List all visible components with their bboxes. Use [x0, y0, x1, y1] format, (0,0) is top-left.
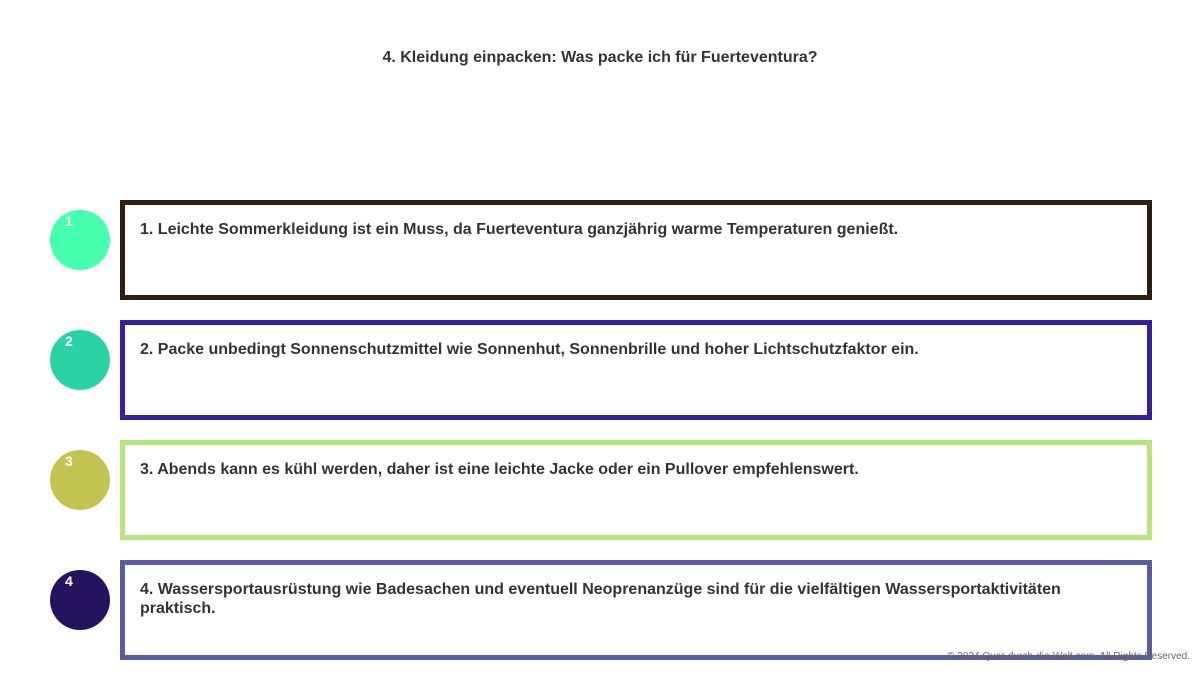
- item-text: 3. Abends kann es kühl werden, daher ist eine leichte Jacke oder ein Pullover empfehlenswert.: [140, 461, 859, 478]
- number-label: 2: [65, 333, 73, 349]
- number-badge: [50, 210, 110, 270]
- item-text: 4. Wassersportausrüstung wie Badesachen und eventuell Neoprenanzüge sind für die vielfältigen Wassersportaktivitäten praktisch.: [140, 581, 1061, 617]
- number-badge: [50, 330, 110, 390]
- list-item: [50, 320, 1152, 420]
- page-title: 4. Kleidung einpacken: Was packe ich für Fuerteventura?: [382, 49, 818, 66]
- number-badge: [50, 450, 110, 510]
- item-box: [120, 560, 1152, 660]
- item-box: [120, 440, 1152, 540]
- number-label: 4: [65, 573, 73, 589]
- list-item: [50, 560, 1152, 660]
- number-label: 3: [65, 453, 73, 469]
- number-label: 1: [65, 213, 73, 229]
- number-badge: [50, 570, 110, 630]
- item-box: [120, 320, 1152, 420]
- item-text: 1. Leichte Sommerkleidung ist ein Muss, da Fuerteventura ganzjährig warme Temperaturen genießt.: [140, 221, 899, 238]
- item-box: [120, 200, 1152, 300]
- item-text: 2. Packe unbedingt Sonnenschutzmittel wie Sonnenhut, Sonnenbrille und hoher Lichtschutzfaktor ein.: [140, 341, 919, 358]
- copyright-footer: © 2024 Quer-durch-die-Welt.com. All Rights Reserved.: [947, 651, 1190, 662]
- list-item: [50, 440, 1152, 540]
- list-item: [50, 200, 1152, 300]
